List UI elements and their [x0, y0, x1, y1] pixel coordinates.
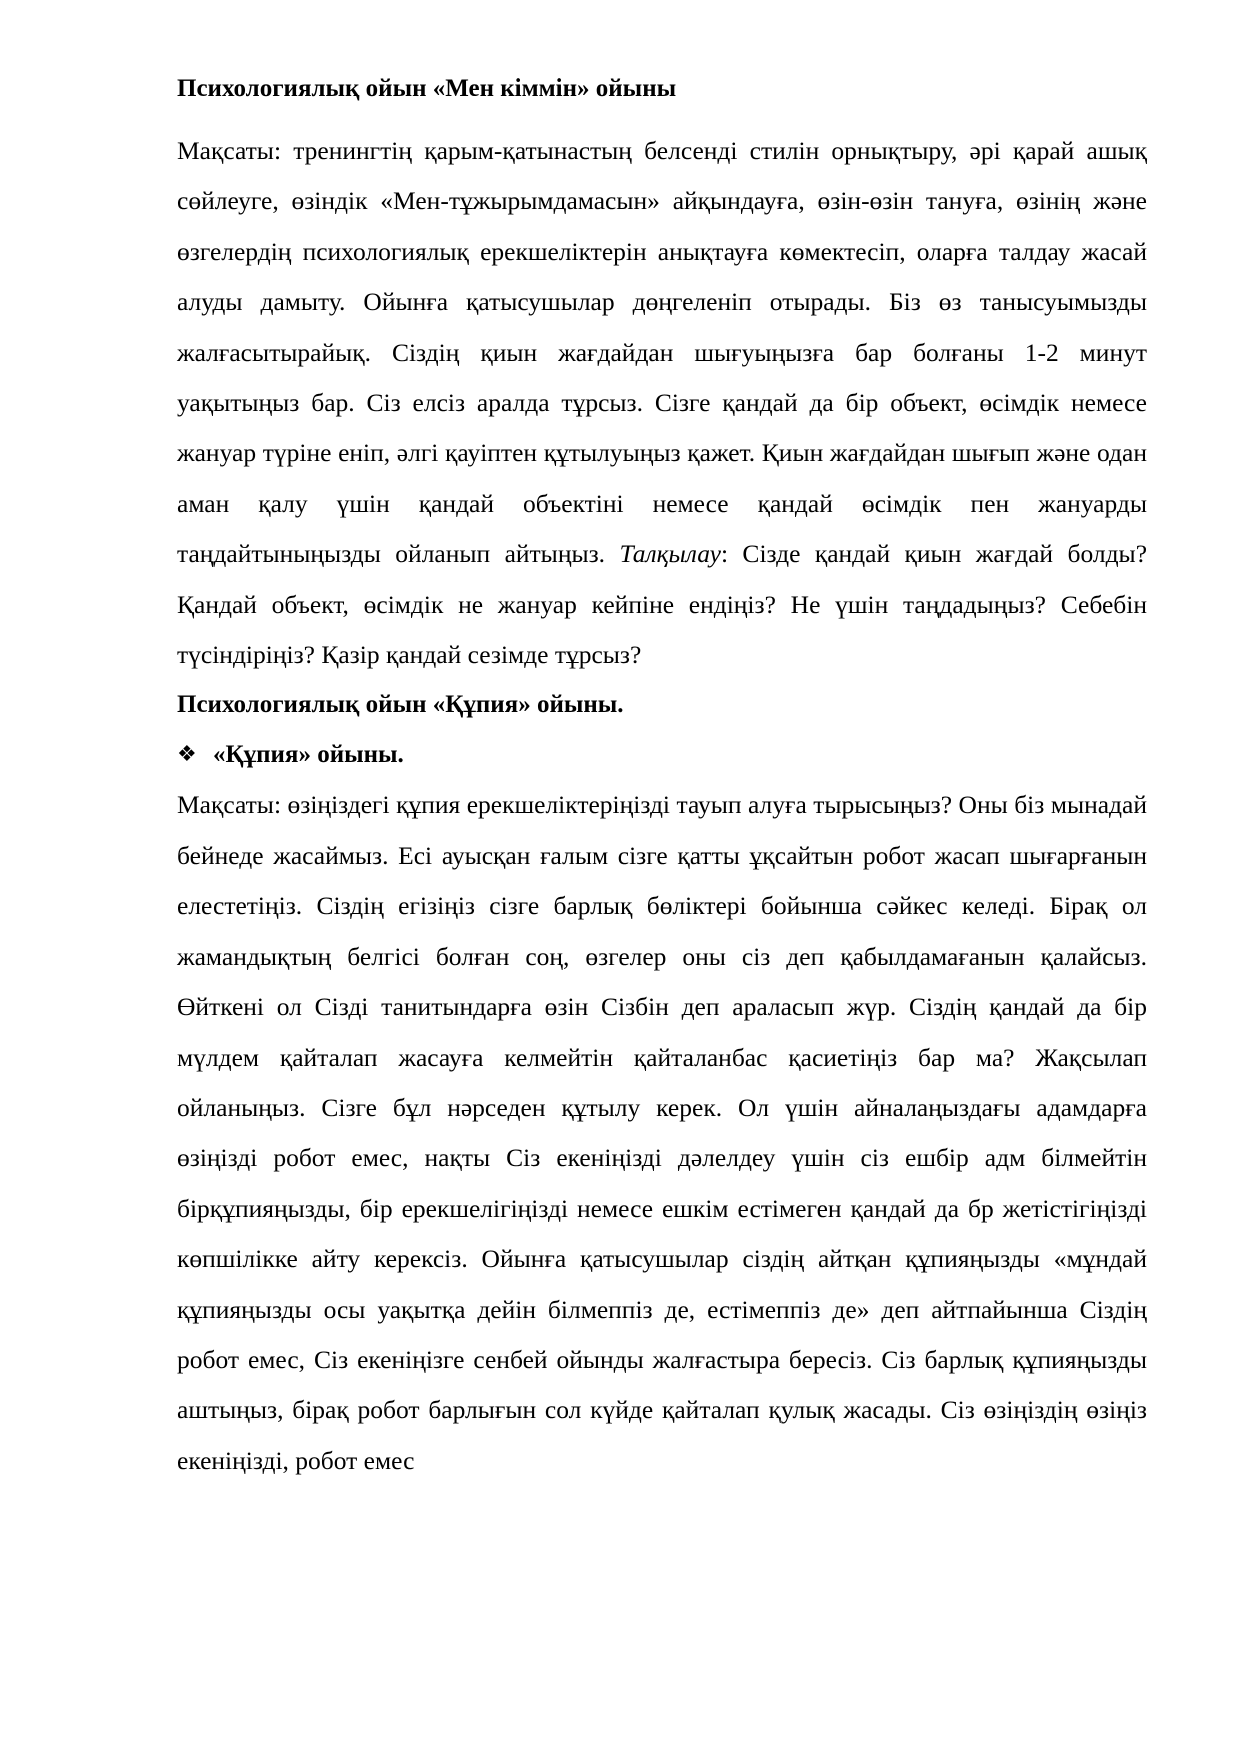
section-title-secret: Психологиялық ойын «Құпия» ойыны.	[177, 691, 624, 719]
who-am-i-text-part1: Мақсаты: тренингтің қарым-қатынастың белсенді стилін орнықтыру, әрі қарай ашық сөйлеуге, өзіндік «Мен-тұжырымдамасын» айқындауға, өзін-өзін тануға, өзінің және өзгелердің психологиялық ерекшеліктерін анықтауға көмектесіп, оларға талдау жасай алуды дамыту. Ойынға қатысушылар дөңгеленіп отырады. Біз өз танысуымызды жалғасытырайық. Сіздің қиын жағдайдан шығуыңызға бар болғаны 1-2 минут уақытыңыз бар. Сіз елсіз аралда тұрсыз. Сізге қандай да бір объект, өсімдік немесе жануар түріне еніп, әлгі қауіптен құтылуыңыз қажет. Қиын жағдайдан шығып және одан аман қалу үшін қандай объектіні немесе қандай өсімдік пен жануарды таңдайтыныңызды ойланып айтыңыз.	[177, 136, 1147, 569]
who-am-i-text-part2: : Сізде қандай қиын жағдай болды? Қандай объект, өсімдік не жануар кейпіне ендіңіз? Не үшін таңдадыңыз? Себебін түсіндіріңіз? Қазір қандай сезімде тұрсыз?	[177, 539, 1148, 670]
four-diamond-bullet-icon: ❖	[177, 742, 197, 768]
secret-game-bullet-label: «Құпия» ойыны.	[213, 741, 404, 769]
secret-game-bullet	[177, 730, 1147, 780]
document-page	[177, 64, 1147, 1486]
discussion-label: Талқылау	[619, 539, 721, 569]
secret-game-paragraph: Мақсаты: өзіңіздегі құпия ерекшеліктеріңізді тауып алуға тырысыңыз? Оны біз мынадай бейнеде жасаймыз. Есі ауысқан ғалым сізге қатты ұқсайтын робот жасап шығарғанын елестетіңіз. Сіздің егізіңіз сізге барлық бөліктері бойынша сәйкес келеді. Бірақ ол жамандықтың белгісі болған соң, өзгелер оны сіз деп қабылдамағанын қалайсыз. Өйткені ол Сізді танитындарға өзін Сізбін деп араласып жүр. Сіздің қандай да бір мүлдем қайталап жасауға келмейтін қайталанбас қасиетіңіз бар ма? Жақсылап ойланыңыз. Сізге бұл нәрседен құтылу керек. Ол үшін айналаңыздағы адамдарға өзіңізді робот емес, нақты Сіз екеніңізді дәлелдеу үшін сіз ешбір адм білмейтін бірқұпияңызды, бір ерекшелігіңізді немесе ешкім естімеген қандай да бр жетістігіңізді көпшілікке айту керексіз. Ойынға қатысушылар сіздің айтқан құпияңызды «мұндай құпияңызды осы уақытқа дейін білмеппіз де, естімеппіз де» деп айтпайынша Сіздің робот емес, Сіз екеніңізге сенбей ойынды жалғастыра бересіз. Сіз барлық құпияңызды аштыңыз, бірақ робот барлығын сол күйде қайталап қулық жасады. Сіз өзіңіздің өзіңіз екеніңізді, робот емес	[177, 790, 1147, 1475]
section-title-who-am-i: Психологиялық ойын «Мен кіммін» ойыны	[177, 75, 677, 102]
who-am-i-paragraph	[177, 126, 1147, 680]
